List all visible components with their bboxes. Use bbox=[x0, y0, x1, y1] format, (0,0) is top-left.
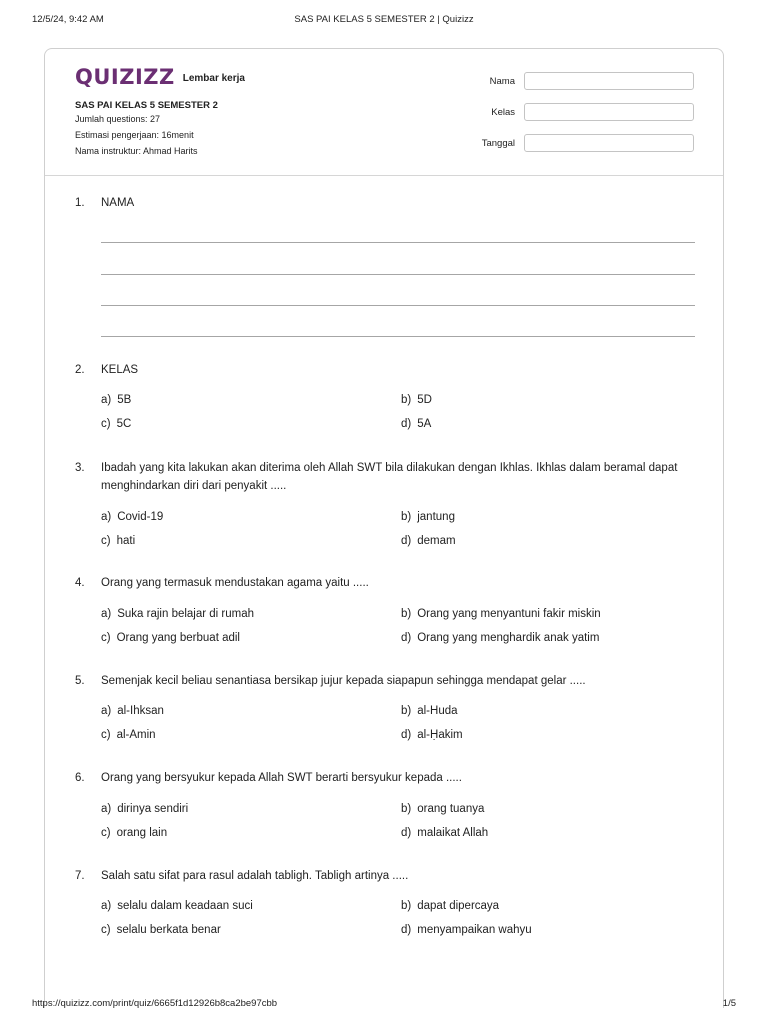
option-letter: d) bbox=[401, 924, 412, 936]
question-number: 7. bbox=[75, 870, 85, 882]
instructor-name: Nama instruktur: Ahmad Harits bbox=[75, 146, 198, 156]
question-1 bbox=[75, 194, 695, 214]
class-label: Kelas bbox=[491, 107, 515, 118]
name-label: Nama bbox=[489, 76, 515, 87]
option-text: 5A bbox=[417, 418, 432, 430]
option-letter: b) bbox=[401, 511, 412, 523]
option-letter: c) bbox=[101, 418, 111, 430]
option-c[interactable] bbox=[101, 630, 240, 646]
option-text: 5B bbox=[117, 394, 132, 406]
question-text: NAMA bbox=[101, 197, 135, 209]
option-text: Orang yang berbuat adil bbox=[116, 632, 240, 644]
page-number: 1/5 bbox=[722, 998, 736, 1009]
option-text: orang lain bbox=[116, 827, 168, 839]
option-d[interactable] bbox=[401, 533, 456, 549]
option-letter: b) bbox=[401, 705, 412, 717]
option-letter: a) bbox=[101, 511, 112, 523]
option-c[interactable] bbox=[101, 533, 135, 549]
quizizz-logo bbox=[75, 65, 245, 89]
option-c[interactable] bbox=[101, 922, 221, 938]
date-label: Tanggal bbox=[481, 138, 515, 149]
question-number: 4. bbox=[75, 577, 85, 589]
option-letter: a) bbox=[101, 803, 112, 815]
option-c[interactable] bbox=[101, 416, 131, 432]
question-text: Orang yang bersyukur kepada Allah SWT berarti bersyukur kepada ..... bbox=[101, 772, 462, 784]
option-text: 5C bbox=[116, 418, 132, 430]
option-letter: d) bbox=[401, 827, 412, 839]
worksheet bbox=[44, 48, 724, 1008]
option-c[interactable] bbox=[101, 825, 167, 841]
option-letter: d) bbox=[401, 418, 412, 430]
option-text: al-Amin bbox=[116, 729, 156, 741]
question-7 bbox=[75, 867, 695, 887]
option-text: dirinya sendiri bbox=[117, 803, 189, 815]
option-letter: d) bbox=[401, 729, 412, 741]
option-a[interactable] bbox=[101, 898, 253, 914]
option-text: selalu berkata benar bbox=[116, 924, 221, 936]
option-text: hati bbox=[116, 535, 136, 547]
print-header bbox=[32, 14, 736, 28]
option-a[interactable] bbox=[101, 392, 131, 408]
quiz-title: SAS PAI KELAS 5 SEMESTER 2 bbox=[75, 100, 218, 111]
option-letter: c) bbox=[101, 924, 111, 936]
question-number: 6. bbox=[75, 772, 85, 784]
option-d[interactable] bbox=[401, 825, 488, 841]
option-b[interactable] bbox=[401, 703, 458, 719]
option-text: Covid-19 bbox=[117, 511, 164, 523]
question-number: 3. bbox=[75, 462, 85, 474]
option-a[interactable] bbox=[101, 801, 188, 817]
option-letter: c) bbox=[101, 729, 111, 741]
option-letter: b) bbox=[401, 900, 412, 912]
option-a[interactable] bbox=[101, 509, 163, 525]
option-text: Orang yang menyantuni fakir miskin bbox=[417, 608, 601, 620]
option-letter: c) bbox=[101, 827, 111, 839]
option-d[interactable] bbox=[401, 727, 463, 743]
worksheet-header bbox=[45, 49, 723, 176]
print-url: https://quizizz.com/print/quiz/6665f1d12926b8ca2be97cbb bbox=[32, 998, 278, 1009]
question-number: 1. bbox=[75, 197, 85, 209]
option-a[interactable] bbox=[101, 606, 254, 622]
question-2 bbox=[75, 361, 695, 381]
question-text: Ibadah yang kita lakukan akan diterima oleh Allah SWT bila dilakukan dengan Ikhlas. Ikhlas dalam beramal dapat menghindarkan diri dari penyakit ..... bbox=[101, 462, 678, 492]
option-b[interactable] bbox=[401, 392, 432, 408]
option-d[interactable] bbox=[401, 922, 532, 938]
option-letter: b) bbox=[401, 608, 412, 620]
option-letter: a) bbox=[101, 394, 112, 406]
answer-line[interactable] bbox=[101, 274, 695, 275]
option-letter: b) bbox=[401, 394, 412, 406]
question-number: 5. bbox=[75, 675, 85, 687]
option-text: selalu dalam keadaan suci bbox=[117, 900, 253, 912]
option-letter: d) bbox=[401, 535, 412, 547]
option-text: demam bbox=[417, 535, 456, 547]
logo-wordmark: QUIZIZZ bbox=[75, 65, 175, 89]
option-text: al-Huda bbox=[417, 705, 458, 717]
question-text: Salah satu sifat para rasul adalah tabligh. Tabligh artinya ..... bbox=[101, 870, 409, 882]
question-text: Orang yang termasuk mendustakan agama yaitu ..... bbox=[101, 577, 369, 589]
question-4 bbox=[75, 574, 695, 594]
option-letter: b) bbox=[401, 803, 412, 815]
question-count: Jumlah questions: 27 bbox=[75, 114, 161, 124]
option-text: orang tuanya bbox=[417, 803, 485, 815]
question-text: KELAS bbox=[101, 364, 139, 376]
class-field[interactable] bbox=[524, 103, 694, 121]
question-number: 2. bbox=[75, 364, 85, 376]
option-b[interactable] bbox=[401, 898, 499, 914]
option-text: malaikat Allah bbox=[417, 827, 489, 839]
option-letter: a) bbox=[101, 705, 112, 717]
option-letter: c) bbox=[101, 632, 111, 644]
option-text: dapat dipercaya bbox=[417, 900, 500, 912]
option-d[interactable] bbox=[401, 416, 431, 432]
option-b[interactable] bbox=[401, 606, 601, 622]
option-text: al-Ihksan bbox=[117, 705, 164, 717]
question-text: Semenjak kecil beliau senantiasa bersikap jujur kepada siapapun sehingga mendapat gelar ..... bbox=[101, 675, 586, 687]
option-letter: a) bbox=[101, 608, 112, 620]
answer-line[interactable] bbox=[101, 305, 695, 306]
option-letter: c) bbox=[101, 535, 111, 547]
name-field[interactable] bbox=[524, 72, 694, 90]
option-d[interactable] bbox=[401, 630, 599, 646]
question-5 bbox=[75, 672, 695, 692]
option-text: menyampaikan wahyu bbox=[417, 924, 532, 936]
answer-line[interactable] bbox=[101, 336, 695, 337]
print-datetime: 12/5/24, 9:42 AM bbox=[32, 14, 104, 25]
sheet-label: Lembar kerja bbox=[182, 72, 245, 84]
option-c[interactable] bbox=[101, 727, 156, 743]
answer-line[interactable] bbox=[101, 242, 695, 243]
print-footer bbox=[32, 998, 736, 1012]
option-b[interactable] bbox=[401, 801, 484, 817]
option-b[interactable] bbox=[401, 509, 455, 525]
option-a[interactable] bbox=[101, 703, 164, 719]
option-text: al-Ḥakim bbox=[417, 729, 463, 741]
print-title: SAS PAI KELAS 5 SEMESTER 2 | Quizizz bbox=[294, 14, 474, 25]
question-3 bbox=[75, 459, 695, 497]
option-text: Suka rajin belajar di rumah bbox=[117, 608, 255, 620]
option-text: Orang yang menghardik anak yatim bbox=[417, 632, 600, 644]
option-letter: a) bbox=[101, 900, 112, 912]
question-6 bbox=[75, 769, 695, 789]
date-field[interactable] bbox=[524, 134, 694, 152]
option-text: 5D bbox=[417, 394, 432, 406]
option-text: jantung bbox=[417, 511, 455, 523]
option-letter: d) bbox=[401, 632, 412, 644]
time-estimate: Estimasi pengerjaan: 16menit bbox=[75, 130, 194, 140]
